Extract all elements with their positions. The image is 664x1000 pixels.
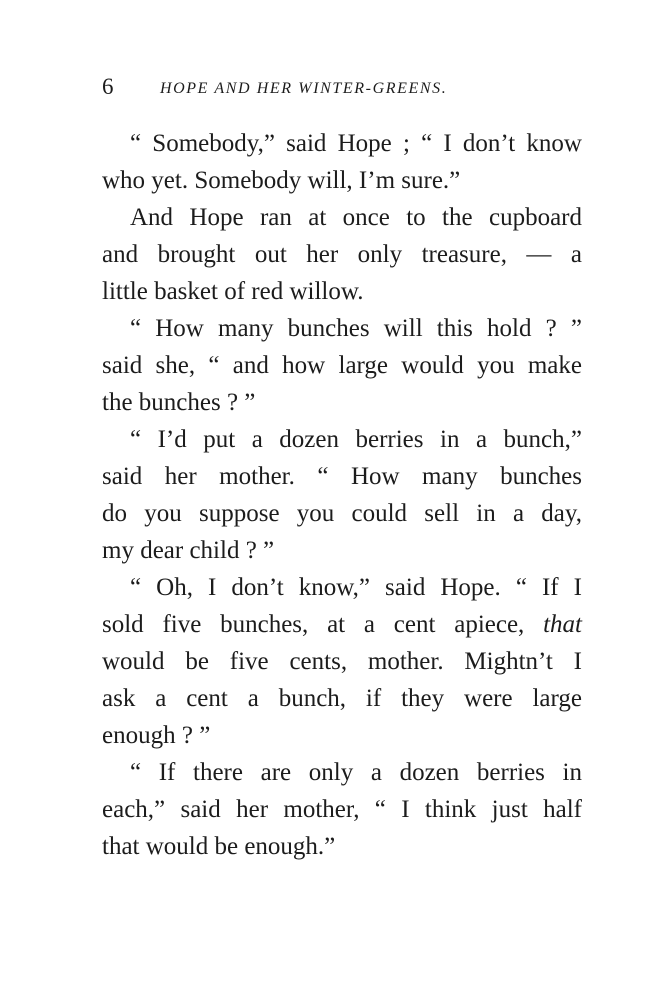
page-header: [102, 72, 582, 102]
page-number: 6: [102, 74, 114, 99]
text-line: [102, 606, 582, 643]
text-line: “ How many bunches will this hold ? ”: [130, 315, 582, 342]
text-line: would be five cents, mother. Mightn’t I: [102, 648, 582, 675]
body-text: [102, 125, 582, 865]
text-line: little basket of red willow.: [102, 278, 364, 305]
paragraph: [102, 310, 582, 421]
text-line: the bunches ? ”: [102, 389, 256, 416]
paragraph: [102, 569, 582, 754]
text-line: who yet. Somebody will, I’m sure.”: [102, 167, 461, 194]
paragraph: [102, 421, 582, 569]
text-line: said she, “ and how large would you make: [102, 352, 582, 379]
text-line: and brought out her only treasure, — a: [102, 241, 582, 268]
text-line: said her mother. “ How many bunches: [102, 463, 582, 490]
paragraph: [102, 199, 582, 310]
text-line: enough ? ”: [102, 722, 211, 749]
italic-word: that: [543, 611, 583, 638]
text-line: ask a cent a bunch, if they were large: [102, 685, 582, 712]
text-line: my dear child ? ”: [102, 537, 275, 564]
text-segment: sold five bunches, at a cent apiece,: [102, 611, 525, 638]
text-line: “ I’d put a dozen berries in a bunch,”: [130, 426, 582, 453]
text-line: “ Oh, I don’t know,” said Hope. “ If I: [130, 574, 582, 601]
text-line: that would be enough.”: [102, 833, 336, 860]
text-line: And Hope ran at once to the cupboard: [130, 204, 582, 231]
text-line: “ Somebody,” said Hope ; “ I don’t know: [130, 130, 582, 157]
text-line: do you suppose you could sell in a day,: [102, 500, 582, 527]
running-head: HOPE AND HER WINTER-GREENS.: [160, 80, 448, 97]
text-line: “ If there are only a dozen berries in: [130, 759, 582, 786]
paragraph: [102, 125, 582, 199]
text-line: each,” said her mother, “ I think just half: [102, 796, 582, 823]
paragraph: [102, 754, 582, 865]
